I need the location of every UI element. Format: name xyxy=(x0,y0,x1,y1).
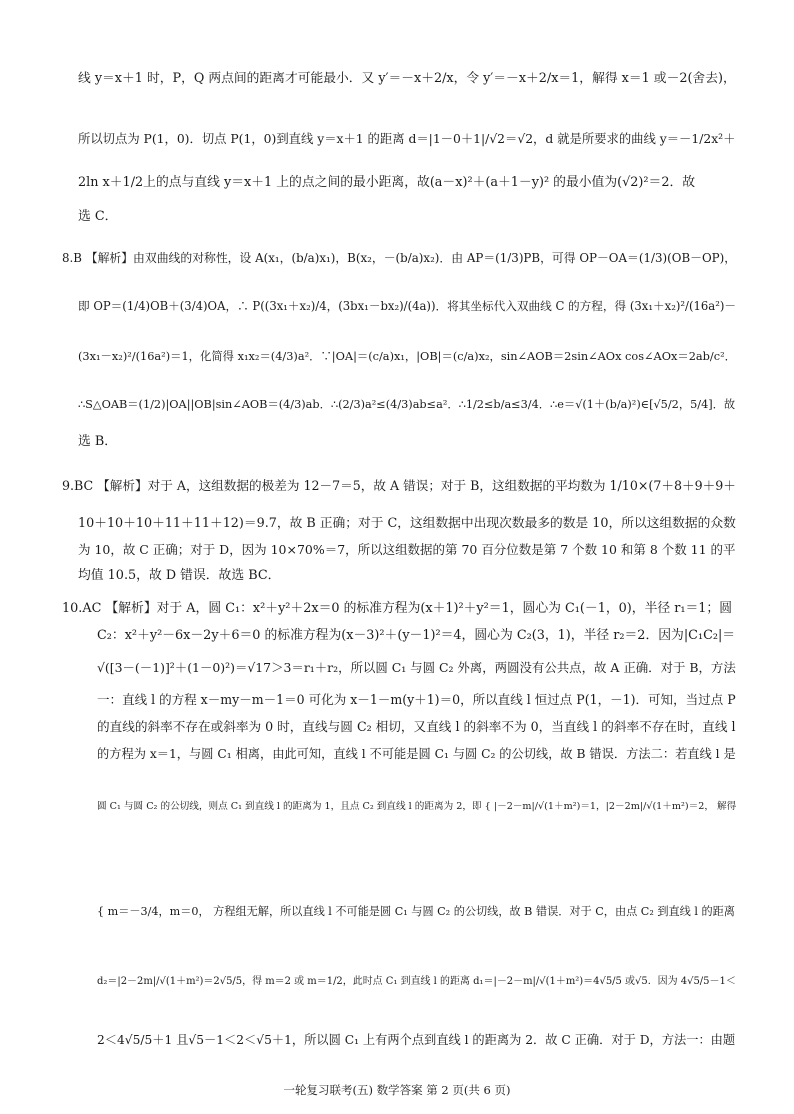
solution-9-line: 9.BC 【解析】对于 A，这组数据的极差为 12－7＝5，故 A 错误；对于 B，这组数据的平均数为 1/10×(7＋8＋9＋9＋ xyxy=(62,478,736,493)
text-line: 线 y＝x＋1 时，P，Q 两点间的距离才可能最小．又 y′＝－x＋2/x，令 y′＝－x＋2/x＝1，解得 x＝1 或－2(舍去)， xyxy=(78,71,736,86)
text-line: 选 B． xyxy=(78,434,118,449)
text-line: 的方程为 x＝1，与圆 C₁ 相离，由此可知，直线 l 不可能是圆 C₁ 与圆 C₂ 的公切线，故 B 错误．方法二：若直线 l 是 xyxy=(97,747,736,761)
text-line: ∴S△OAB＝(1/2)|OA||OB|sin∠AOB＝(4/3)ab．∴(2/3)a²≤(4/3)ab≤a²．∴1/2≤b/a≤3/4．∴e＝√(1＋(b/a)²)∈[√5/2，5/4]．故 xyxy=(78,398,736,411)
text-line: 圆 C₁ 与圆 C₂ 的公切线，则点 C₁ 到直线 l 的距离为 1，且点 C₂ 到直线 l 的距离为 2，即 { |－2－m|/√(1＋m²)＝1，|2－2m|/√(1＋m²)＝2， 解得 xyxy=(97,801,736,812)
text-line: C₂：x²＋y²－6x－2y＋6＝0 的标准方程为(x－3)²＋(y－1)²＝4，圆心为 C₂(3，1)，半径 r₂＝2．因为|C₁C₂|＝ xyxy=(97,628,736,643)
text-line: (3x₁－x₂)²/(16a²)＝1，化简得 x₁x₂＝(4/3)a²．∵|OA|＝(c/a)x₁，|OB|＝(c/a)x₂，sin∠AOB＝2sin∠AOx cos∠AOx＝2ab/c²． xyxy=(78,349,736,363)
solution-8-line: 8.B 【解析】由双曲线的对称性，设 A(x₁，(b/a)x₁)，B(x₂，－(b/a)x₂)．由 AP＝(1/3)PB，可得 OP－OA＝(1/3)(OB－OP)， xyxy=(62,251,736,265)
text-line: 即 OP＝(1/4)OB＋(3/4)OA，∴ P((3x₁＋x₂)/4，(3bx₁－bx₂)/(4a))．将其坐标代入双曲线 C 的方程，得 (3x₁＋x₂)²/(16a²)－ xyxy=(78,299,736,313)
text-line: 为 10，故 C 正确；对于 D，因为 10×70%＝7，所以这组数据的第 70 百分位数是第 7 个数 10 和第 8 个数 11 的平 xyxy=(78,542,736,557)
text-line: { m＝－3/4，m＝0， 方程组无解，所以直线 l 不可能是圆 C₁ 与圆 C₂ 的公切线，故 B 错误．对于 C，由点 C₂ 到直线 l 的距离 xyxy=(97,905,735,918)
text-line: 所以切点为 P(1，0)．切点 P(1，0)到直线 y＝x＋1 的距离 d＝|1－0＋1|/√2＝√2，d 就是所要求的曲线 y＝－1/2x²＋ xyxy=(78,132,736,146)
solution-10-line: 10.AC 【解析】对于 A，圆 C₁：x²＋y²＋2x＝0 的标准方程为(x＋1)²＋y²＝1，圆心为 C₁(－1，0)，半径 r₁＝1；圆 xyxy=(62,601,733,616)
text-line: 2＜4√5/5＋1 且√5－1＜2＜√5＋1，所以圆 C₁ 上有两个点到直线 l 的距离为 2．故 C 正确．对于 D，方法一：由题 xyxy=(97,1033,736,1047)
text-line: 2ln x＋1/2上的点与直线 y＝x＋1 上的点之间的最小距离，故(a－x)²＋(a＋1－y)² 的最小值为(√2)²＝2．故 xyxy=(78,175,696,190)
page-footer: 一轮复习联考(五) 数学答案 第 2 页(共 6 页) xyxy=(283,1083,511,1097)
text-line: 10＋10＋10＋11＋11＋12)＝9.7，故 B 正确；对于 C，这组数据中出现次数最多的数是 10，所以这组数据的众数 xyxy=(78,516,736,531)
text-line: 选 C． xyxy=(78,209,118,224)
text-line: √([3－(－1)]²＋(1－0)²)＝√17＞3＝r₁＋r₂，所以圆 C₁ 与圆 C₂ 外离，两圆没有公共点，故 A 正确．对于 B，方法 xyxy=(97,660,736,675)
text-line: 均值 10.5，故 D 错误．故选 BC． xyxy=(78,568,281,583)
text-line: 一：直线 l 的方程 x－my－m－1＝0 可化为 x－1－m(y＋1)＝0，所以直线 l 恒过点 P(1，－1)．可知，当过点 P xyxy=(97,692,736,707)
text-line: d₂＝|2－2m|/√(1＋m²)＝2√5/5，得 m＝2 或 m＝1/2，此时点 C₁ 到直线 l 的距离 d₁＝|－2－m|/√(1＋m²)＝4√5/5 或√5．因为 4√5/5－1＜ xyxy=(97,976,736,987)
text-line: 的直线的斜率不存在或斜率为 0 时，直线与圆 C₂ 相切，又直线 l 的斜率不为 0，当直线 l 的斜率不存在时，直线 l xyxy=(97,719,736,734)
